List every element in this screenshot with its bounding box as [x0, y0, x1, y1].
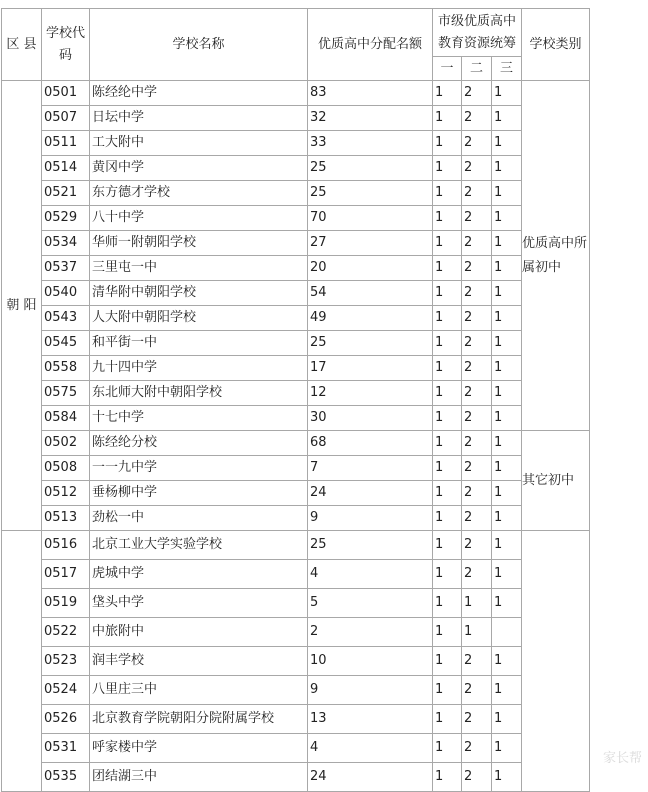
- resource-3-cell: 1: [492, 206, 522, 231]
- school-name-cell: 垂杨柳中学: [90, 481, 308, 506]
- table-row: [2, 131, 590, 156]
- resource-2-cell: 2: [462, 156, 492, 181]
- resource-1-cell: 1: [433, 131, 462, 156]
- resource-3-cell: 1: [492, 734, 522, 763]
- resource-3-cell: 1: [492, 763, 522, 792]
- resource-1-cell: 1: [433, 676, 462, 705]
- resource-2-cell: 2: [462, 406, 492, 431]
- quota-cell: 27: [308, 231, 433, 256]
- quota-cell: 9: [308, 506, 433, 531]
- header-quota: 优质高中分配名额: [308, 9, 433, 81]
- resource-1-cell: 1: [433, 256, 462, 281]
- resource-1-cell: 1: [433, 381, 462, 406]
- resource-3-cell: 1: [492, 589, 522, 618]
- school-name-cell: 北京教育学院朝阳分院附属学校: [90, 705, 308, 734]
- school-name-cell: 三里屯一中: [90, 256, 308, 281]
- school-name-cell: 东北师大附中朝阳学校: [90, 381, 308, 406]
- table-row: [2, 381, 590, 406]
- school-name-cell: 中旅附中: [90, 618, 308, 647]
- resource-2-cell: 2: [462, 481, 492, 506]
- header-sub-1: 一: [433, 57, 462, 81]
- resource-2-cell: 1: [462, 618, 492, 647]
- resource-3-cell: 1: [492, 106, 522, 131]
- resource-1-cell: 1: [433, 356, 462, 381]
- category-other-cell: 其它初中: [522, 431, 590, 531]
- table-row: [2, 763, 590, 792]
- category-high-quality-cell: 优质高中所属初中: [522, 81, 590, 431]
- resource-3-cell: 1: [492, 181, 522, 206]
- resource-3-cell: 1: [492, 256, 522, 281]
- header-school-code: 学校代码: [42, 9, 90, 81]
- resource-2-cell: 2: [462, 231, 492, 256]
- table-body: [2, 81, 590, 792]
- quota-cell: 83: [308, 81, 433, 106]
- resource-3-cell: 1: [492, 456, 522, 481]
- resource-2-cell: 2: [462, 106, 492, 131]
- resource-1-cell: 1: [433, 81, 462, 106]
- table-row: [2, 106, 590, 131]
- resource-2-cell: 2: [462, 381, 492, 406]
- quota-cell: 4: [308, 734, 433, 763]
- school-code-cell: 0508: [42, 456, 90, 481]
- table-row: [2, 647, 590, 676]
- table-row: [2, 618, 590, 647]
- school-code-cell: 0524: [42, 676, 90, 705]
- school-name-cell: 华师一附朝阳学校: [90, 231, 308, 256]
- quota-cell: 4: [308, 560, 433, 589]
- resource-1-cell: 1: [433, 481, 462, 506]
- school-code-cell: 0521: [42, 181, 90, 206]
- school-code-cell: 0512: [42, 481, 90, 506]
- school-code-cell: 0540: [42, 281, 90, 306]
- resource-1-cell: 1: [433, 506, 462, 531]
- school-name-cell: 清华附中朝阳学校: [90, 281, 308, 306]
- school-code-cell: 0534: [42, 231, 90, 256]
- resource-1-cell: 1: [433, 531, 462, 560]
- resource-3-cell: 1: [492, 560, 522, 589]
- resource-2-cell: 2: [462, 647, 492, 676]
- resource-3-cell: 1: [492, 705, 522, 734]
- header-district: 区 县: [2, 9, 42, 81]
- table-row: [2, 589, 590, 618]
- quota-cell: 5: [308, 589, 433, 618]
- school-name-cell: 日坛中学: [90, 106, 308, 131]
- district-cell: 朝 阳: [2, 81, 42, 531]
- resource-1-cell: 1: [433, 431, 462, 456]
- school-name-cell: 劲松一中: [90, 506, 308, 531]
- resource-2-cell: 2: [462, 306, 492, 331]
- quota-cell: 12: [308, 381, 433, 406]
- resource-3-cell: 1: [492, 531, 522, 560]
- resource-3-cell: 1: [492, 647, 522, 676]
- school-code-cell: 0537: [42, 256, 90, 281]
- resource-2-cell: 2: [462, 131, 492, 156]
- school-name-cell: 东方德才学校: [90, 181, 308, 206]
- resource-3-cell: 1: [492, 156, 522, 181]
- table-row: [2, 206, 590, 231]
- school-name-cell: 润丰学校: [90, 647, 308, 676]
- resource-1-cell: 1: [433, 618, 462, 647]
- school-code-cell: 0531: [42, 734, 90, 763]
- school-name-cell: 九十四中学: [90, 356, 308, 381]
- resource-3-cell: 1: [492, 331, 522, 356]
- school-name-cell: 人大附中朝阳学校: [90, 306, 308, 331]
- table-row: [2, 506, 590, 531]
- school-code-cell: 0558: [42, 356, 90, 381]
- quota-cell: 17: [308, 356, 433, 381]
- school-code-cell: 0526: [42, 705, 90, 734]
- school-name-cell: 黄冈中学: [90, 156, 308, 181]
- resource-3-cell: 1: [492, 356, 522, 381]
- resource-1-cell: 1: [433, 647, 462, 676]
- school-code-cell: 0543: [42, 306, 90, 331]
- header-school-category: 学校类别: [522, 9, 590, 81]
- resource-2-cell: 2: [462, 506, 492, 531]
- school-name-cell: 陈经纶分校: [90, 431, 308, 456]
- school-code-cell: 0584: [42, 406, 90, 431]
- school-code-cell: 0523: [42, 647, 90, 676]
- school-code-cell: 0529: [42, 206, 90, 231]
- district-cell-continued: [2, 531, 42, 792]
- resource-2-cell: 2: [462, 356, 492, 381]
- resource-1-cell: 1: [433, 763, 462, 792]
- table-row: [2, 481, 590, 506]
- table-row: [2, 306, 590, 331]
- school-code-cell: 0501: [42, 81, 90, 106]
- resource-1-cell: 1: [433, 106, 462, 131]
- quota-cell: 33: [308, 131, 433, 156]
- resource-1-cell: 1: [433, 705, 462, 734]
- header-sub-2: 二: [462, 57, 492, 81]
- resource-3-cell: 1: [492, 676, 522, 705]
- resource-2-cell: 2: [462, 281, 492, 306]
- quota-cell: 25: [308, 531, 433, 560]
- quota-cell: 30: [308, 406, 433, 431]
- resource-3-cell: 1: [492, 231, 522, 256]
- resource-1-cell: 1: [433, 281, 462, 306]
- school-code-cell: 0545: [42, 331, 90, 356]
- table-row: [2, 181, 590, 206]
- quota-cell: 13: [308, 705, 433, 734]
- table-row: [2, 431, 590, 456]
- resource-1-cell: 1: [433, 231, 462, 256]
- school-code-cell: 0519: [42, 589, 90, 618]
- quota-cell: 70: [308, 206, 433, 231]
- resource-2-cell: 2: [462, 531, 492, 560]
- school-name-cell: 工大附中: [90, 131, 308, 156]
- watermark: 家长帮: [602, 751, 642, 766]
- resource-3-cell: 1: [492, 406, 522, 431]
- header-city-resource: 市级优质高中教育资源统筹: [433, 9, 522, 57]
- quota-cell: 2: [308, 618, 433, 647]
- resource-2-cell: 2: [462, 431, 492, 456]
- quota-cell: 20: [308, 256, 433, 281]
- header-sub-3: 三: [492, 57, 522, 81]
- resource-3-cell: 1: [492, 131, 522, 156]
- school-name-cell: 十七中学: [90, 406, 308, 431]
- school-name-cell: 虎城中学: [90, 560, 308, 589]
- resource-2-cell: 2: [462, 256, 492, 281]
- table-row: [2, 81, 590, 106]
- resource-1-cell: 1: [433, 306, 462, 331]
- school-code-cell: 0514: [42, 156, 90, 181]
- resource-2-cell: 2: [462, 181, 492, 206]
- quota-cell: 7: [308, 456, 433, 481]
- school-code-cell: 0516: [42, 531, 90, 560]
- table-row: [2, 156, 590, 181]
- resource-1-cell: 1: [433, 734, 462, 763]
- resource-3-cell: 1: [492, 506, 522, 531]
- quota-cell: 49: [308, 306, 433, 331]
- school-code-cell: 0511: [42, 131, 90, 156]
- quota-cell: 25: [308, 331, 433, 356]
- table-row: [2, 456, 590, 481]
- table-row: [2, 676, 590, 705]
- school-code-cell: 0502: [42, 431, 90, 456]
- resource-1-cell: 1: [433, 181, 462, 206]
- school-code-cell: 0507: [42, 106, 90, 131]
- school-code-cell: 0522: [42, 618, 90, 647]
- table-row: [2, 356, 590, 381]
- resource-2-cell: 2: [462, 705, 492, 734]
- resource-1-cell: 1: [433, 406, 462, 431]
- resource-1-cell: 1: [433, 331, 462, 356]
- school-code-cell: 0575: [42, 381, 90, 406]
- resource-2-cell: 2: [462, 81, 492, 106]
- resource-2-cell: 2: [462, 676, 492, 705]
- quota-cell: 24: [308, 763, 433, 792]
- resource-1-cell: 1: [433, 156, 462, 181]
- school-name-cell: 陈经纶中学: [90, 81, 308, 106]
- resource-2-cell: 2: [462, 206, 492, 231]
- resource-2-cell: 2: [462, 560, 492, 589]
- table-row: [2, 331, 590, 356]
- school-name-cell: 团结湖三中: [90, 763, 308, 792]
- quota-cell: 25: [308, 156, 433, 181]
- resource-3-cell: 1: [492, 306, 522, 331]
- resource-3-cell: 1: [492, 481, 522, 506]
- quota-cell: 10: [308, 647, 433, 676]
- resource-3-cell: 1: [492, 81, 522, 106]
- quota-cell: 54: [308, 281, 433, 306]
- resource-3-cell: 1: [492, 431, 522, 456]
- table-row: [2, 231, 590, 256]
- school-name-cell: 一一九中学: [90, 456, 308, 481]
- table-row: [2, 256, 590, 281]
- school-name-cell: 垡头中学: [90, 589, 308, 618]
- quota-table: [1, 8, 590, 792]
- school-name-cell: 呼家楼中学: [90, 734, 308, 763]
- school-name-cell: 北京工业大学实验学校: [90, 531, 308, 560]
- category-cell-continued: [522, 531, 590, 792]
- resource-2-cell: 2: [462, 456, 492, 481]
- school-code-cell: 0535: [42, 763, 90, 792]
- resource-1-cell: 1: [433, 456, 462, 481]
- resource-3-cell: [492, 618, 522, 647]
- school-code-cell: 0517: [42, 560, 90, 589]
- table-row: [2, 734, 590, 763]
- school-name-cell: 八十中学: [90, 206, 308, 231]
- resource-2-cell: 2: [462, 763, 492, 792]
- resource-1-cell: 1: [433, 589, 462, 618]
- table-row: [2, 560, 590, 589]
- table-row: [2, 705, 590, 734]
- resource-2-cell: 1: [462, 589, 492, 618]
- quota-cell: 32: [308, 106, 433, 131]
- resource-1-cell: 1: [433, 206, 462, 231]
- quota-cell: 25: [308, 181, 433, 206]
- resource-1-cell: 1: [433, 560, 462, 589]
- quota-cell: 68: [308, 431, 433, 456]
- school-code-cell: 0513: [42, 506, 90, 531]
- quota-cell: 9: [308, 676, 433, 705]
- resource-3-cell: 1: [492, 281, 522, 306]
- header-school-name: 学校名称: [90, 9, 308, 81]
- school-name-cell: 八里庄三中: [90, 676, 308, 705]
- resource-2-cell: 2: [462, 734, 492, 763]
- resource-2-cell: 2: [462, 331, 492, 356]
- school-name-cell: 和平街一中: [90, 331, 308, 356]
- quota-cell: 24: [308, 481, 433, 506]
- table-row: [2, 531, 590, 560]
- table-row: [2, 406, 590, 431]
- table-row: [2, 281, 590, 306]
- resource-3-cell: 1: [492, 381, 522, 406]
